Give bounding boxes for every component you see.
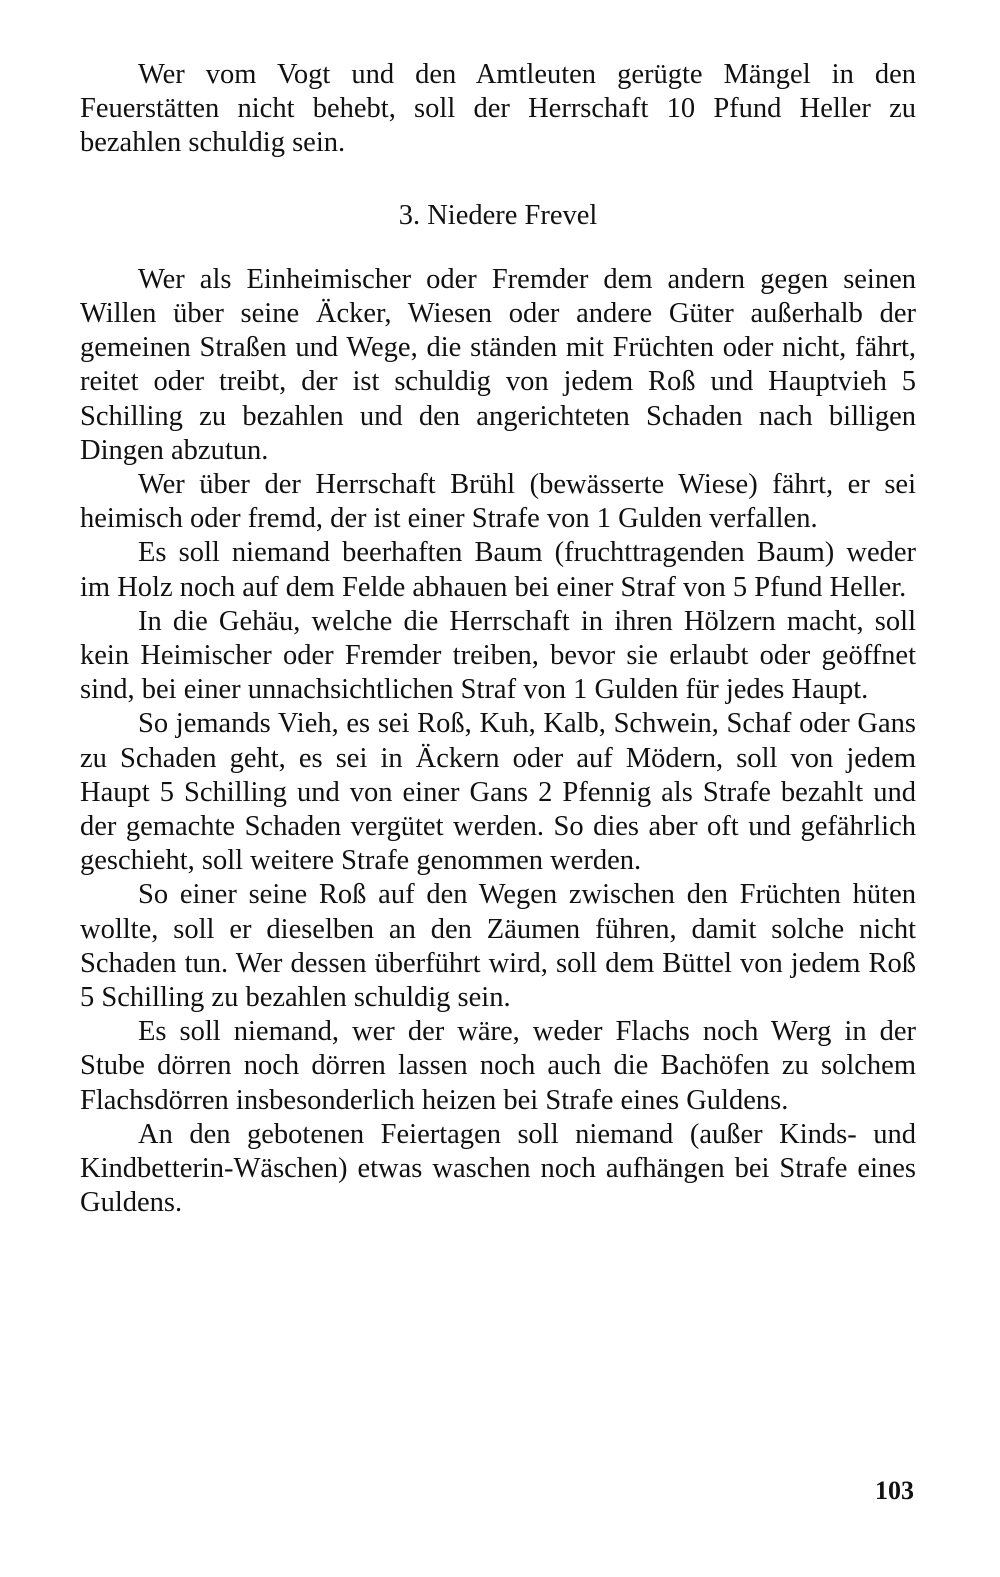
- page-number: 103: [875, 1476, 914, 1505]
- paragraph-flax-drying: Es soll niemand, wer der wäre, weder Flachs noch Werg in der Stube dörren noch dörren lassen noch auch die Bachöfen zu solchem Flachsdörren insbesonderlich heizen bei Strafe eines Guldens.: [80, 1016, 916, 1116]
- paragraph-bruehl: Wer über der Herrschaft Brühl (bewässerte Wiese) fährt, er sei heimisch oder fremd, der ist einer Strafe von 1 Gulden verfallen.: [80, 469, 916, 535]
- paragraph-fruit-tree: Es soll niemand beerhaften Baum (fruchttragenden Baum) weder im Holz noch auf dem Felde abhauen bei einer Straf von 5 Pfund Heller.: [80, 537, 916, 603]
- paragraph-horses-on-paths: So einer seine Roß auf den Wegen zwischen den Früchten hüten wollte, soll er dieselben an den Zäumen führen, damit solche nicht Schaden tun. Wer dessen überführt wird, soll dem Büttel von jedem Roß 5 Schilling zu bezahlen schuldig sein.: [80, 879, 916, 1014]
- section-heading: 3. Niedere Frevel: [398, 199, 598, 231]
- document-page: [80, 58, 916, 1221]
- paragraph-livestock-damage: So jemands Vieh, es sei Roß, Kuh, Kalb, Schwein, Schaf oder Gans zu Schaden geht, es sei in Äckern oder auf Mödern, soll von jedem Haupt 5 Schilling und von einer Gans 2 Pfennig als Strafe bezahlt und der gemachte Schaden vergütet werden. So dies aber oft und gefährlich geschieht, soll weitere Strafe genommen werden.: [80, 708, 916, 877]
- paragraph-holiday-washing: An den gebotenen Feiertagen soll niemand (außer Kinds- und Kindbetterin-Wäschen) etwas waschen noch aufhängen bei Strafe eines Guldens.: [80, 1118, 916, 1219]
- paragraph-trespass: Wer als Einheimischer oder Fremder dem andern gegen seinen Willen über seine Äcker, Wiesen oder andere Güter außerhalb der gemeinen Straßen und Wege, die ständen mit Früchten oder nicht, fährt, reitet oder treibt, der ist schuldig von jedem Roß und Hauptvieh 5 Schilling zu bezahlen und den angerichteten Schaden nach billigen Dingen abzutun.: [80, 263, 916, 466]
- paragraph-gehaeu: In die Gehäu, welche die Herrschaft in ihren Hölzern macht, soll kein Heimischer oder Fremder treiben, bevor sie erlaubt oder geöffnet sind, bei einer unnachsichtlichen Straf von 1 Gulden für jedes Haupt.: [80, 605, 916, 706]
- intro-paragraph: Wer vom Vogt und den Amtleuten gerügte Mängel in den Feuerstätten nicht behebt, soll der Herrschaft 10 Pfund Heller zu bezahlen schuldig sein.: [80, 59, 916, 159]
